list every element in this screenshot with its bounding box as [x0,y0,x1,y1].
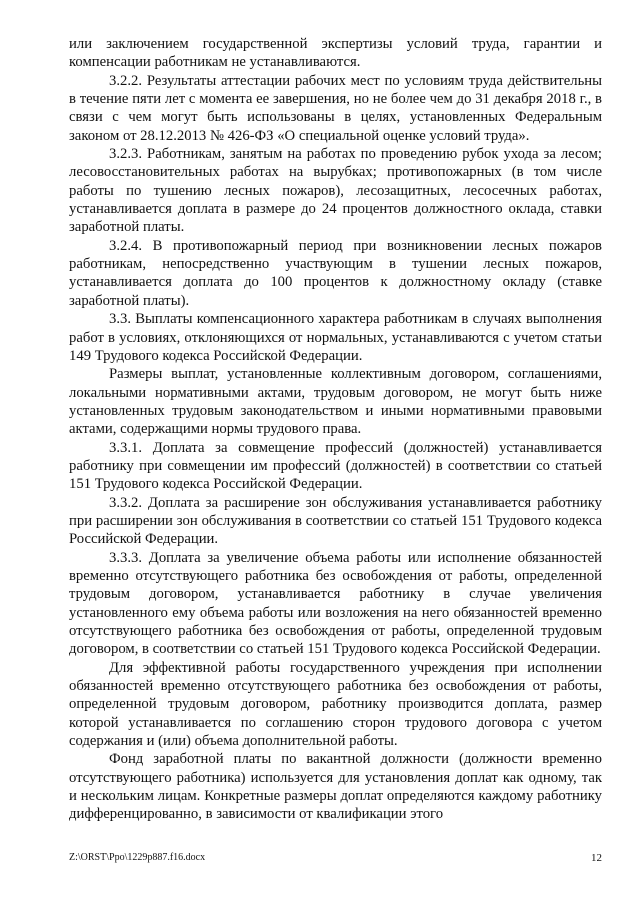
page-number: 12 [591,852,602,864]
paragraph-fond: Фонд заработной платы по вакантной должности (должности временно отсутствующего работника) используется для установления доплат как одному, так и нескольким лицам. Конкретные размеры доплат определяются каждому работнику дифференцированно, в зависимости от квалификации этого [69,751,602,823]
paragraph-3-3-1: 3.3.1. Доплата за совмещение профессий (должностей) устанавливается работнику при совмещении им профессий (должностей) в соответствии со статьей 151 Трудового кодекса Российской Федерации. [69,439,602,493]
paragraph-3-3: 3.3. Выплаты компенсационного характера работникам в случаях выполнения работ в условиях, отклоняющихся от нормальных, устанавливаются с учетом статьи 149 Трудового кодекса Российской Федерации. [69,311,602,364]
footer-file-path: Z:\ORST\Ppo\1229p887.f16.docx [69,852,206,863]
paragraph-3-3-3: 3.3.3. Доплата за увеличение объема работы или исполнение обязанностей временно отсутствующего работника без освобождения от работы, определенной трудовым договором, устанавливается работнику в случае увеличения установленного ему объема работы или возложения на него обязанностей временно отсутствующего работника без освобождения от работы, определенной трудовым договором, в соответствии со статьей 151 Трудового кодекса Российской Федерации. [69,549,602,658]
paragraph-effektivnoy: Для эффективной работы государственного учреждения при исполнении обязанностей временно отсутствующего работника без освобождения от работы, определенной трудовым договором, работнику производится доплата, размер которой устанавливается по соглашению сторон трудового договора с учетом содержания и (или) объема дополнительной работы. [69,659,602,750]
paragraph-3-2-3: 3.2.3. Работникам, занятым на работах по проведению рубок ухода за лесом; лесовосстановительных работах на вырубках; противопожарных (в том числе работы по тушению лесных пожаров), лесозащитных, лесосечных работах, устанавливается доплата в размере до 24 процентов должностного оклада, ставки заработной платы. [69,146,602,236]
paragraph-3-2-4: 3.2.4. В противопожарный период при возникновении лесных пожаров работникам, непосредственно участвующим в тушении лесных пожаров, устанавливается доплата до 100 процентов к должностному окладу (ставке заработной платы). [69,237,602,309]
paragraph-continuation: или заключением государственной экспертизы условий труда, гарантии и компенсации работникам не устанавливаются. [69,36,602,71]
document-body [69,35,602,824]
paragraph-3-2-2: 3.2.2. Результаты аттестации рабочих мест по условиям труда действительны в течение пяти лет с момента ее завершения, но не более чем до 31 декабря 2018 г., в связи с чем могут быть использованы в целях, установленных Федеральным законом от 28.12.2013 № 426-ФЗ «О специальной оценке условий труда». [69,72,602,144]
paragraph-razmery: Размеры выплат, установленные коллективным договором, соглашениями, локальными нормативными актами, трудовым договором, не могут быть ниже установленных трудовым законодательством и иными нормативными правовыми актами, содержащими нормы трудового права. [69,366,602,438]
paragraph-3-3-2: 3.3.2. Доплата за расширение зон обслуживания устанавливается работнику при расширении зон обслуживания в соответствии со статьей 151 Трудового кодекса Российской Федерации. [69,494,602,548]
